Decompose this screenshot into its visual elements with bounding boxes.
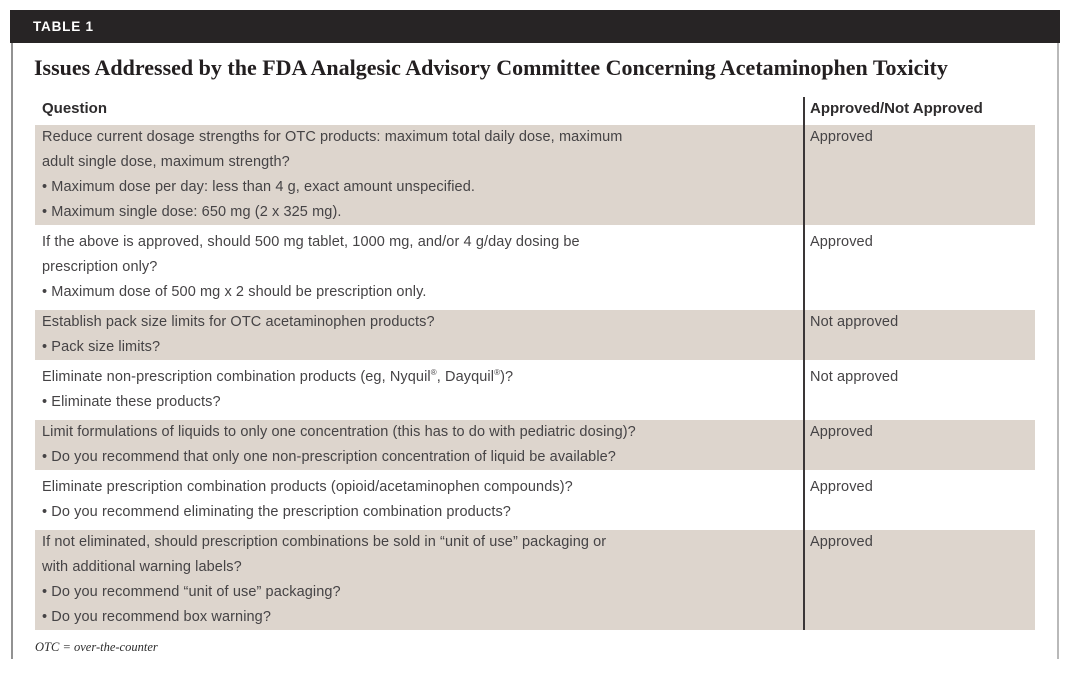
- table-number-bar: [10, 10, 1060, 43]
- table-header-row: [35, 97, 1035, 125]
- question-bullet-line: • Do you recommend “unit of use” packaging?: [42, 584, 341, 600]
- column-header-answer: Approved/Not Approved: [810, 100, 983, 117]
- answer-cell: Approved: [810, 534, 873, 550]
- question-cell: [35, 125, 795, 225]
- question-line: adult single dose, maximum strength?: [42, 154, 290, 170]
- answer-cell: Approved: [810, 424, 873, 440]
- question-bullet-line: • Do you recommend box warning?: [42, 609, 272, 625]
- question-line: If not eliminated, should prescription combinations be sold in “unit of use” packaging or: [42, 534, 607, 550]
- table-row: [35, 310, 1035, 360]
- answer-cell: Approved: [810, 129, 873, 145]
- data-table: [35, 97, 1035, 630]
- question-cell: [35, 310, 795, 360]
- answer-cell: Not approved: [810, 314, 899, 330]
- question-bullet-line: • Do you recommend eliminating the prescription combination products?: [42, 504, 511, 520]
- question-line: Eliminate non-prescription combination products (eg, Nyquil®, Dayquil®)?: [42, 368, 514, 385]
- table-row: [35, 475, 1035, 525]
- question-line: prescription only?: [42, 259, 158, 275]
- question-bullet-line: • Eliminate these products?: [42, 394, 221, 410]
- table-row: [35, 125, 1035, 225]
- table-row: [35, 365, 1035, 415]
- question-cell: [35, 530, 795, 630]
- question-line: Establish pack size limits for OTC acetaminophen products?: [42, 314, 435, 330]
- question-line: with additional warning labels?: [42, 559, 242, 575]
- question-line: Reduce current dosage strengths for OTC products: maximum total daily dose, maximum: [42, 129, 623, 145]
- question-bullet-line: • Pack size limits?: [42, 339, 161, 355]
- table-title: Issues Addressed by the FDA Analgesic Advisory Committee Concerning Acetaminophen Toxicity: [34, 55, 948, 80]
- question-bullet-line: • Do you recommend that only one non-prescription concentration of liquid be available?: [42, 449, 616, 465]
- table-body: [35, 125, 1035, 630]
- table-number-label: TABLE 1: [33, 19, 94, 34]
- column-header-question: Question: [42, 100, 108, 117]
- column-divider-line: [803, 97, 805, 630]
- table-frame: [11, 43, 1059, 659]
- question-cell: [35, 365, 795, 415]
- question-cell: [35, 475, 795, 525]
- table-row: [35, 230, 1035, 305]
- table-footnote: OTC = over-the-counter: [35, 640, 158, 654]
- table-row: [35, 530, 1035, 630]
- question-cell: [35, 420, 795, 470]
- question-line: Eliminate prescription combination products (opioid/acetaminophen compounds)?: [42, 479, 573, 495]
- answer-cell: Approved: [810, 234, 873, 250]
- question-bullet-line: • Maximum dose per day: less than 4 g, exact amount unspecified.: [42, 179, 476, 195]
- question-line: If the above is approved, should 500 mg tablet, 1000 mg, and/or 4 g/day dosing be: [42, 234, 580, 250]
- question-cell: [35, 230, 795, 305]
- question-line: Limit formulations of liquids to only one concentration (this has to do with pediatric dosing)?: [42, 424, 636, 440]
- question-bullet-line: • Maximum dose of 500 mg x 2 should be prescription only.: [42, 284, 427, 300]
- table-row: [35, 420, 1035, 470]
- answer-cell: Approved: [810, 479, 873, 495]
- question-bullet-line: • Maximum single dose: 650 mg (2 x 325 mg).: [42, 204, 342, 220]
- answer-cell: Not approved: [810, 369, 899, 385]
